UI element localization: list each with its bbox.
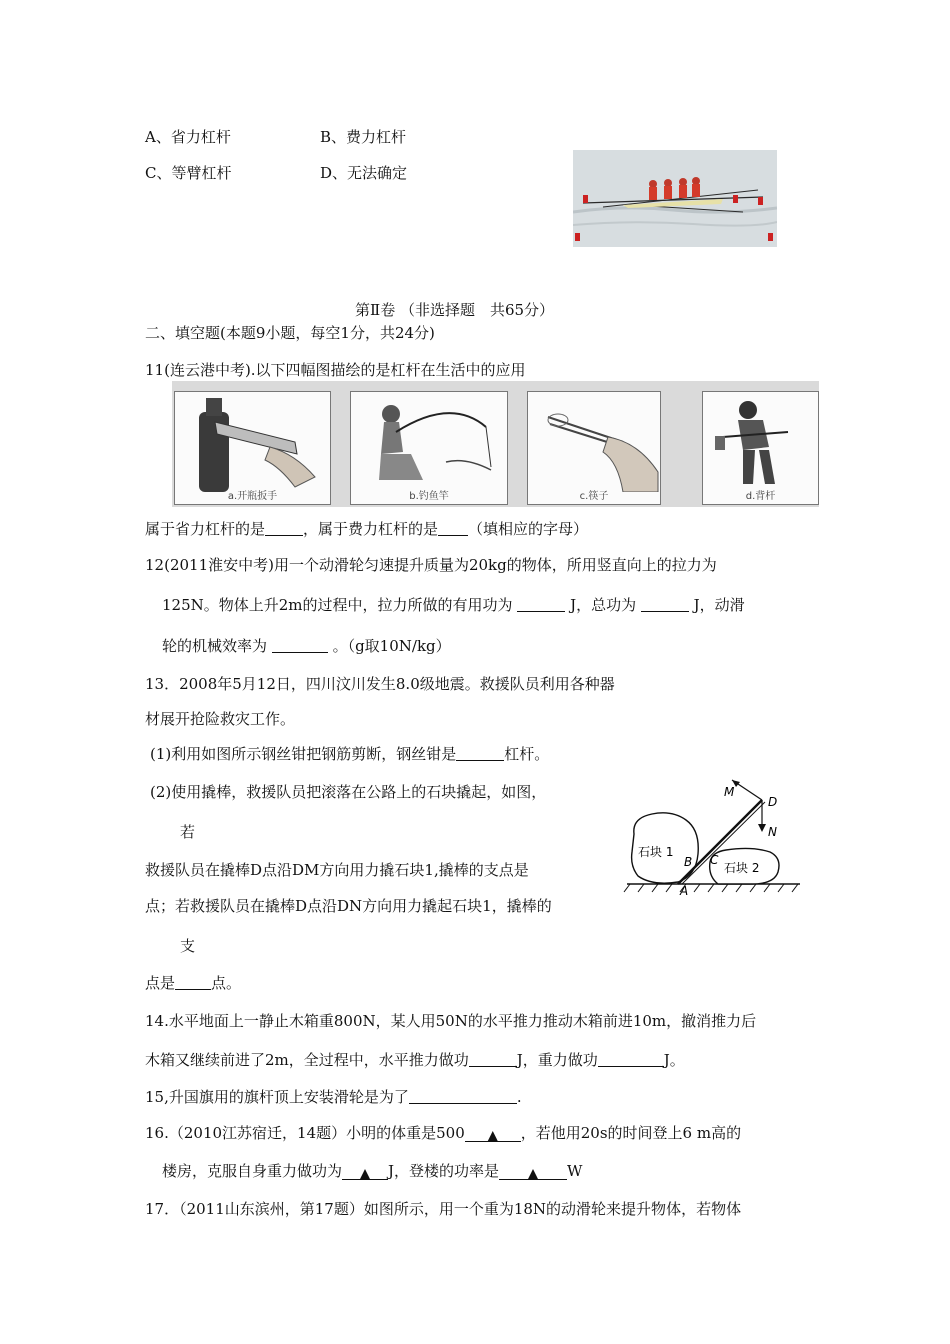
option-d: D、无法确定 bbox=[320, 164, 408, 182]
q12-blank-useful-work[interactable] bbox=[517, 595, 565, 612]
q11-panel-b bbox=[350, 391, 508, 505]
q11-stem: 11(连云港中考).以下四幅图描绘的是杠杆在生活中的应用 bbox=[145, 361, 526, 379]
q11-answer-a-label: 属于省力杠杆的是 bbox=[145, 520, 266, 538]
q15-tail: . bbox=[516, 1088, 522, 1106]
q15-text: 15,升国旗用的旗杆顶上安装滑轮是为了 bbox=[145, 1088, 409, 1106]
q13-sub-1-tail: 杠杆。 bbox=[504, 745, 550, 763]
q14-line-1: 14.水平地面上一静止木箱重800N，某人用50N的水平推力推动木箱前进10m，撤消推力后 bbox=[145, 1012, 757, 1030]
label-b: B bbox=[684, 855, 693, 869]
q11-panel-c bbox=[527, 391, 661, 505]
q16-power-label: J，登楼的功率是 bbox=[388, 1162, 500, 1180]
q13-sub-2a: (2)使用撬棒，救援队员把滚落在公路上的石块撬起，如图， bbox=[150, 783, 547, 801]
q11-caption-c: c.筷子 bbox=[579, 491, 609, 502]
q16-marker-2: ▲ bbox=[359, 1166, 371, 1182]
label-d: D bbox=[768, 795, 778, 809]
rock-2-label: 石块 2 bbox=[724, 861, 760, 875]
q14-line-2 bbox=[145, 1050, 685, 1070]
option-a: A、省力杠杆 bbox=[145, 128, 231, 146]
q12-useful-work-label: 125N。物体上升2m的过程中，拉力所做的有用功为 bbox=[162, 596, 513, 614]
q11-caption-d: d.背杆 bbox=[745, 491, 776, 502]
section-part: 二、填空题(本题9小题，每空1分，共24分) bbox=[145, 324, 435, 342]
q13-fulcrum-tail: 点。 bbox=[211, 974, 242, 992]
q13-sub-2e: 支 bbox=[180, 937, 196, 955]
q13-blank-fulcrum-2[interactable] bbox=[175, 973, 211, 990]
q16-power-unit: W bbox=[567, 1162, 583, 1180]
q16-weight-label: 16.（2010江苏宿迁，14题）小明的体重是500 bbox=[145, 1124, 465, 1142]
q16-line-2 bbox=[162, 1161, 582, 1181]
q13-line-1: 13．2008年5月12日，四川汶川发生8.0级地震。救援队员利用各种器 bbox=[145, 675, 615, 693]
q15-blank[interactable] bbox=[409, 1087, 517, 1104]
q16-work-label: 楼房，克服自身重力做功为 bbox=[162, 1162, 343, 1180]
q16-marker-3: ▲ bbox=[527, 1166, 539, 1182]
q14-blank-push-work[interactable] bbox=[469, 1050, 517, 1067]
q13-line-2: 材展开抢险救灾工作。 bbox=[145, 710, 296, 728]
crowbar-diagram bbox=[622, 772, 802, 897]
q13-sub-2f bbox=[145, 973, 241, 993]
q11-panel-a bbox=[174, 391, 331, 505]
label-a: A bbox=[680, 884, 689, 897]
q14-push-work-label: 木箱又继续前进了2m，全过程中，水平推力做功 bbox=[145, 1051, 469, 1069]
q16-line-1-tail: ，若他用20s的时间登上6 m高的 bbox=[520, 1124, 742, 1142]
q14-line-2-tail: J。 bbox=[663, 1051, 685, 1069]
q12-efficiency-label: 轮的机械效率为 bbox=[162, 637, 268, 655]
q13-sub-2c: 救援队员在撬棒D点沿DM方向用力撬石块1,撬棒的支点是 bbox=[145, 861, 529, 879]
label-n: N bbox=[768, 825, 777, 839]
q11-blank-1[interactable] bbox=[265, 519, 303, 536]
q11-answer-c-label: （填相应的字母） bbox=[468, 520, 589, 538]
q13-sub-2b: 若 bbox=[180, 823, 196, 841]
q11-caption-b: b.钓鱼竿 bbox=[409, 491, 449, 502]
q12-blank-efficiency[interactable] bbox=[272, 636, 328, 653]
q14-gravity-work-label: J，重力做功 bbox=[516, 1051, 598, 1069]
q12-line-1: 12(2011淮安中考)用一个动滑轮匀速提升质量为20kg的物体，所用竖直向上的拉力为 bbox=[145, 556, 717, 574]
q17-line-1: 17．（2011山东滨州，第17题）如图所示，用一个重为18N的动滑轮来提升物体，若物体 bbox=[145, 1200, 742, 1218]
q13-sub-1-text: (1)利用如图所示钢丝钳把钢筋剪断，钢丝钳是 bbox=[150, 745, 457, 763]
q11-blank-2[interactable] bbox=[438, 519, 468, 536]
q12-total-work-label: J，总功为 bbox=[570, 596, 637, 614]
q15-line bbox=[145, 1087, 522, 1107]
label-c: C bbox=[710, 853, 719, 867]
q16-line-1 bbox=[145, 1123, 741, 1143]
q12-line-2-tail: J，动滑 bbox=[693, 596, 745, 614]
option-b: B、费力杠杆 bbox=[320, 128, 407, 146]
label-m: M bbox=[724, 785, 735, 799]
section-title: 第Ⅱ卷 （非选择题 共65分） bbox=[355, 301, 555, 319]
q11-caption-a: a.开瓶扳手 bbox=[227, 491, 278, 502]
q16-blank-work[interactable] bbox=[342, 1163, 388, 1180]
q11-figure-strip bbox=[172, 381, 819, 507]
q13-blank-pliers[interactable] bbox=[456, 744, 504, 761]
q12-blank-total-work[interactable] bbox=[641, 595, 689, 612]
q11-answer-b-label: ，属于费力杠杆的是 bbox=[303, 520, 439, 538]
q14-blank-gravity-work[interactable] bbox=[598, 1050, 664, 1067]
q13-sub-2d: 点；若救援队员在撬棒D点沿DN方向用力撬起石块1，撬棒的 bbox=[145, 897, 552, 915]
q11-answer-line bbox=[145, 519, 588, 539]
q16-blank-unit[interactable] bbox=[465, 1125, 521, 1142]
q16-marker-1: ▲ bbox=[487, 1128, 499, 1144]
rock-1-label: 石块 1 bbox=[638, 845, 674, 859]
q11-panel-d bbox=[702, 391, 819, 505]
option-c: C、等臂杠杆 bbox=[145, 164, 232, 182]
q13-fulcrum-label: 点是 bbox=[145, 974, 176, 992]
q12-line-3 bbox=[162, 636, 451, 656]
q12-line-3-tail: 。（g取10N/kg） bbox=[332, 637, 451, 655]
rowing-photo bbox=[573, 150, 777, 247]
q13-sub-1 bbox=[150, 744, 549, 764]
q12-line-2 bbox=[162, 595, 745, 615]
q16-blank-power[interactable] bbox=[499, 1163, 567, 1180]
